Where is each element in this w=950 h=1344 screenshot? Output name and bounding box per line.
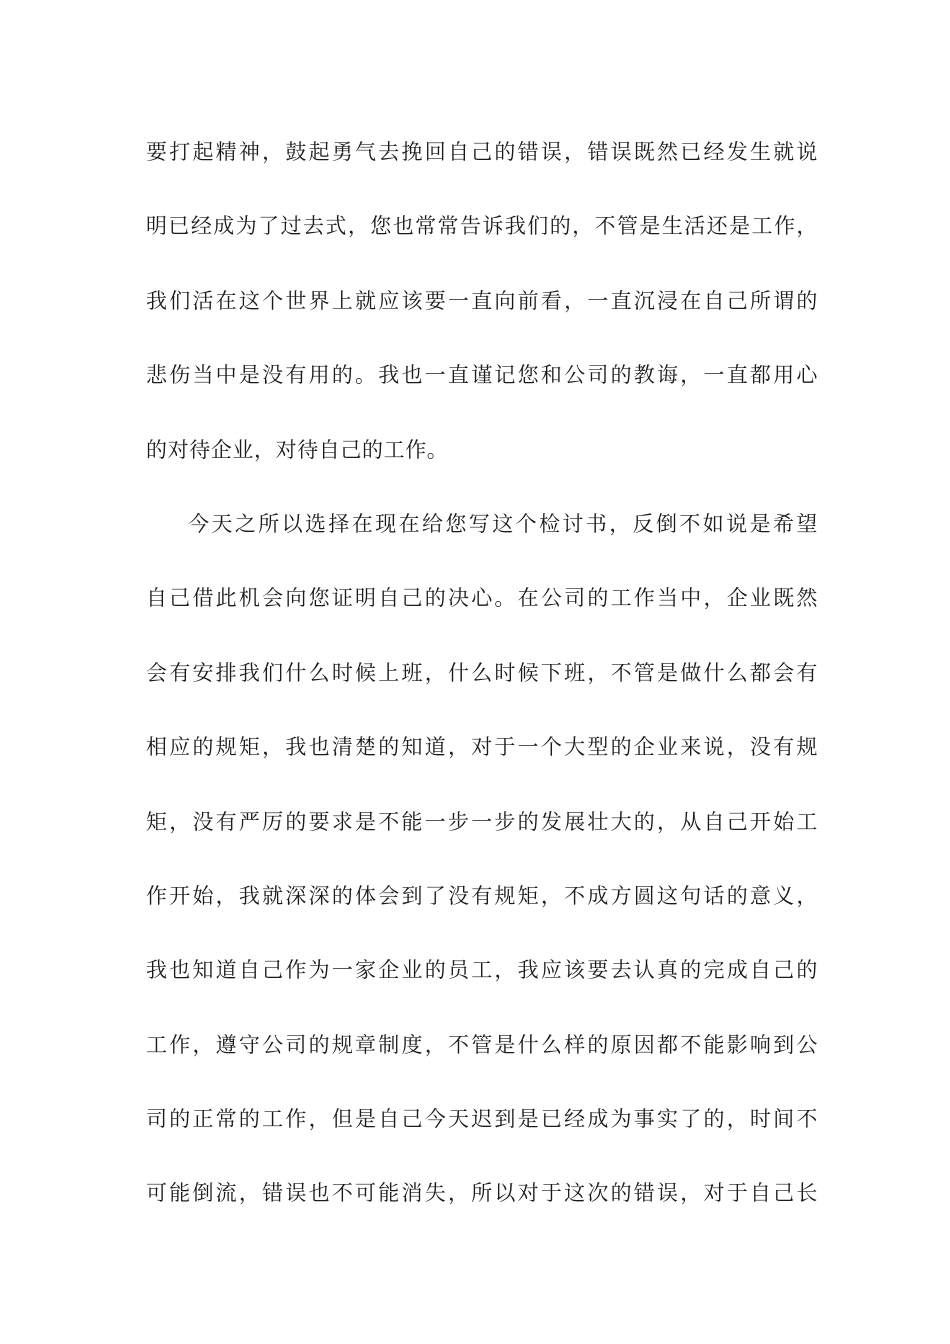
text-line: 我们活在这个世界上就应该要一直向前看，一直沉浸在自己所谓的 (146, 288, 818, 313)
text-line: 明已经成为了过去式，您也常常告诉我们的，不管是生活还是工作， (146, 214, 818, 239)
text-line: 的对待企业，对待自己的工作。 (146, 437, 449, 462)
body-text (146, 132, 818, 1248)
text-line: 相应的规矩，我也清楚的知道，对于一个大型的企业来说，没有规 (146, 735, 818, 760)
text-line: 可能倒流，错误也不可能消失，所以对于这次的错误，对于自己长 (146, 1181, 818, 1206)
text-line: 悲伤当中是没有用的。我也一直谨记您和公司的教诲，一直都用心 (146, 363, 818, 388)
text-line: 自己借此机会向您证明自己的决心。在公司的工作当中，企业既然 (146, 586, 818, 611)
text-line: 矩，没有严厉的要求是不能一步一步的发展壮大的，从自己开始工 (146, 809, 818, 834)
paragraph-start-line: 今天之所以选择在现在给您写这个检讨书，反倒不如说是希望 (188, 511, 818, 536)
text-line: 工作，遵守公司的规章制度，不管是什么样的原因都不能影响到公 (146, 1032, 818, 1057)
text-line: 作开始，我就深深的体会到了没有规矩，不成方圆这句话的意义， (146, 883, 818, 908)
text-line: 会有安排我们什么时候上班，什么时候下班，不管是做什么都会有 (146, 660, 818, 685)
text-line: 我也知道自己作为一家企业的员工，我应该要去认真的完成自己的 (146, 958, 818, 983)
text-line: 要打起精神，鼓起勇气去挽回自己的错误，错误既然已经发生就说 (146, 140, 818, 164)
text-line: 司的正常的工作，但是自己今天迟到是已经成为事实了的，时间不 (146, 1107, 818, 1132)
